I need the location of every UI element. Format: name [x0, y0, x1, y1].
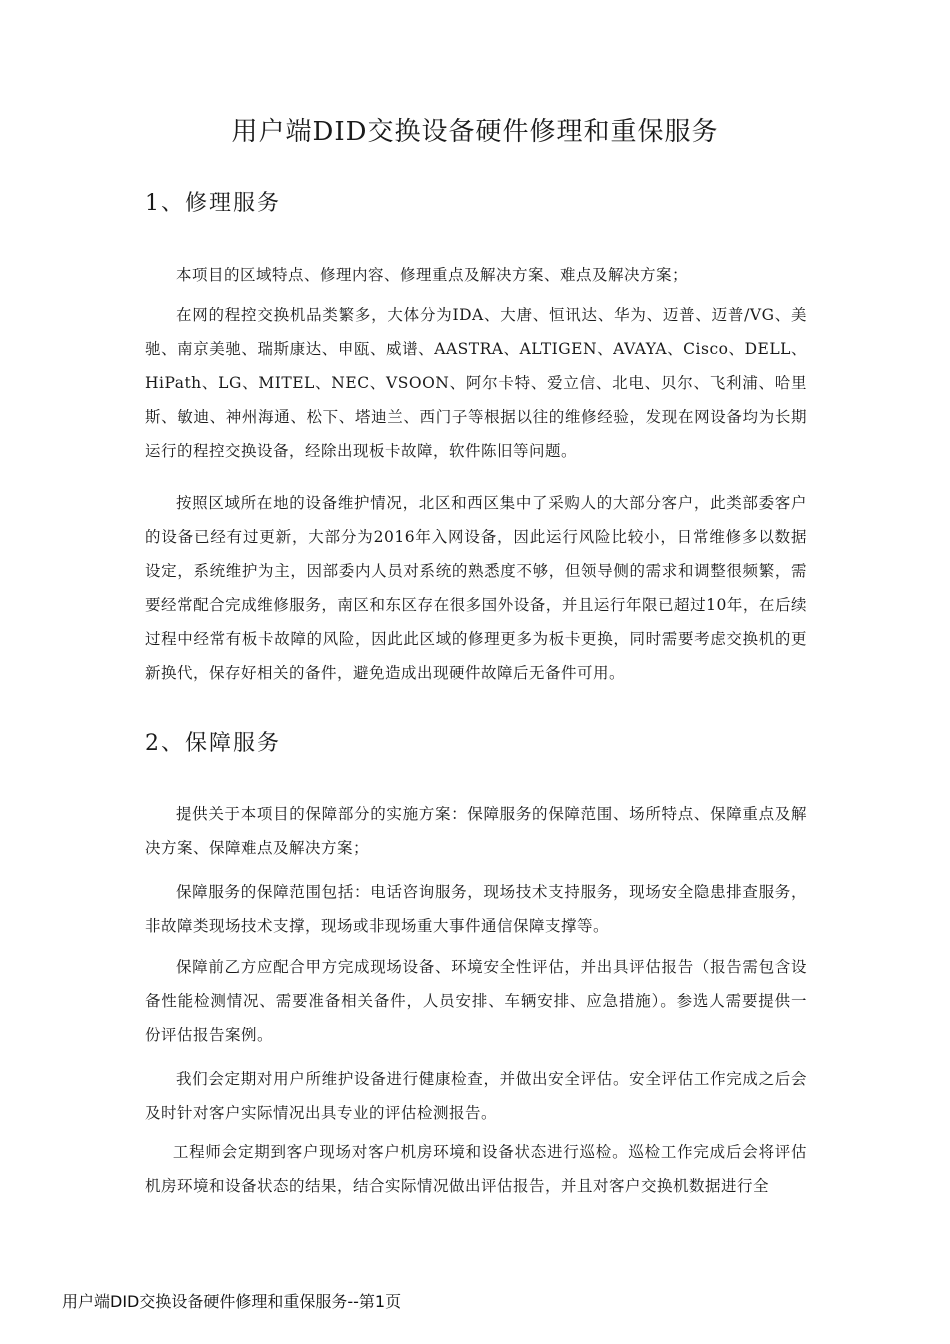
- paragraph: 保障前乙方应配合甲方完成现场设备、环境安全性评估，并出具评估报告（报告需包含设备性能检测情况、需要准备相关备件，人员安排、车辆安排、应急措施）。参选人需要提供一份评估报告案例。: [145, 958, 807, 1044]
- document-title: 用户端DID交换设备硬件修理和重保服务: [231, 117, 719, 147]
- section-heading-repair: 1、修理服务: [145, 191, 281, 216]
- paragraph: 按照区域所在地的设备维护情况，北区和西区集中了采购人的大部分客户，此类部委客户的设备已经有过更新，大部分为2016年入网设备，因此运行风险比较小，日常维修多以数据设定，系统维护为主，因部委内人员对系统的熟悉度不够，但领导侧的需求和调整很频繁，需要经常配合完成维修服务，南区和东区存在很多国外设备，并且运行年限已超过10年，在后续过程中经常有板卡故障的风险，因此此区域的修理更多为板卡更换，同时需要考虑交换机的更新换代，保存好相关的备件，避免造成出现硬件故障后无备件可用。: [145, 494, 807, 682]
- paragraph: 工程师会定期到客户现场对客户机房环境和设备状态进行巡检。巡检工作完成后会将评估机房环境和设备状态的结果，结合实际情况做出评估报告，并且对客户交换机数据进行全: [145, 1143, 807, 1195]
- page-footer: 用户端DID交换设备硬件修理和重保服务--第1页: [62, 1292, 402, 1311]
- paragraph: 提供关于本项目的保障部分的实施方案：保障服务的保障范围、场所特点、保障重点及解决方案、保障难点及解决方案；: [145, 805, 807, 857]
- paragraph: 在网的程控交换机品类繁多，大体分为IDA、大唐、恒讯达、华为、迈普、迈普/VG、美驰、南京美驰、瑞斯康达、申瓯、威谱、AASTRA、ALTIGEN、AVAYA、Cisco、DELL、HiPath、LG、MITEL、NEC、VSOON、阿尔卡特、爱立信、北电、贝尔、飞利浦、哈里斯、敏迪、神州海通、松下、塔迪兰、西门子等根据以往的维修经验，发现在网设备均为长期运行的程控交换设备，经除出现板卡故障，软件陈旧等问题。: [145, 306, 807, 460]
- paragraph: 本项目的区域特点、修理内容、修理重点及解决方案、难点及解决方案；: [176, 266, 689, 284]
- paragraph: 保障服务的保障范围包括：电话咨询服务，现场技术支持服务，现场安全隐患排查服务，非故障类现场技术支撑，现场或非现场重大事件通信保障支撑等。: [145, 883, 807, 935]
- paragraph: 我们会定期对用户所维护设备进行健康检查，并做出安全评估。安全评估工作完成之后会及时针对客户实际情况出具专业的评估检测报告。: [145, 1070, 807, 1122]
- section-heading-support: 2、保障服务: [145, 731, 281, 756]
